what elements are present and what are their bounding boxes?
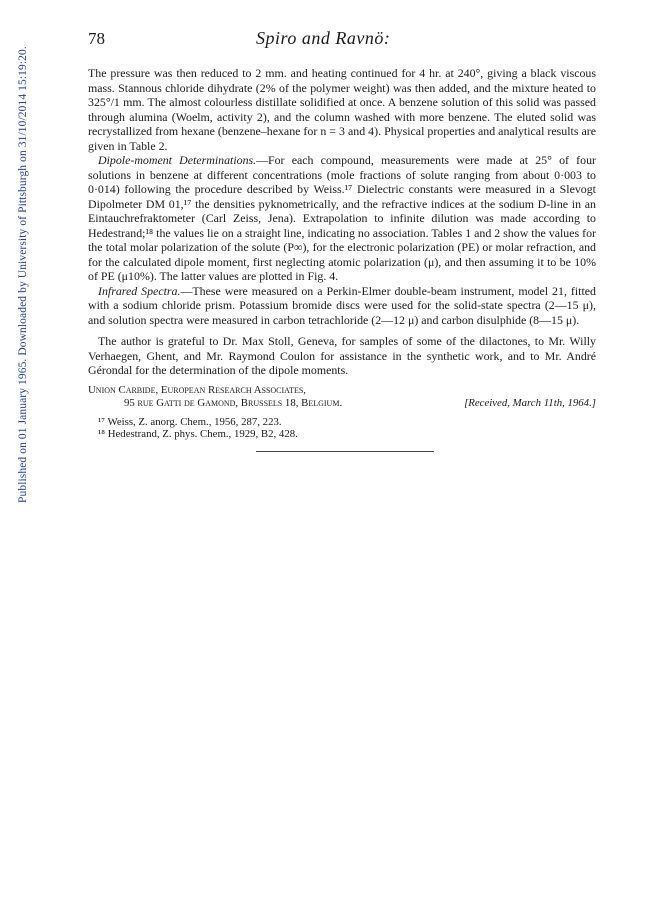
dipole-text: —For each compound, measurements were made at 25° of four solutions in benzene at different concentrations (mole fractions of solute ranging from about 0·003 to 0·014) following the procedure described by Weiss.¹⁷ Dielectric constants were measured in a Slevogt Dipolmeter DM 01,¹⁷ the densities pyknometrically, and the refractive indices at the sodium D-line in an Eintauchrefraktometer (Carl Zeiss, Jena). Extrapolation to infinite dilution was made according to Hedestrand;¹⁸ the values lie on a straight line, indicating no association. Tables 1 and 2 show the values for the total molar polarization of the solute (P∞), for the electronic polarization (PE) or molar refraction, and for the calculated dipole moment, first neglecting atomic polarization (μ), and then assuming it to be 10% of PE (μ10%). The latter values are plotted in Fig. 4. [88, 153, 596, 283]
paragraph-procedure: The pressure was then reduced to 2 mm. and heating continued for 4 hr. at 240°, giving a black viscous mass. Stannous chloride dihydrate (2% of the polymer weight) was then added, and the mixture heated to 325°/1 mm. The almost colourless distillate solidified at once. A benzene solution of this solid was passed through alumina (Woelm, activity 2), and the column washed with more benzene. The eluted solid was recrystallized from hexane (benzene–hexane for n = 3 and 4). Physical properties and analytical results are given in Table 2. [88, 66, 596, 153]
page-number: 78 [88, 29, 105, 48]
acknowledgement: The author is grateful to Dr. Max Stoll, Geneva, for samples of some of the dilactones, to Mr. Willy Verhaegen, Ghent, and Mr. Raymond Coulon for assistance in the synthetic work, and to Mr. André Gérondal for the determination of the dipole moments. [88, 334, 596, 377]
paragraph-infrared [88, 284, 596, 328]
paragraph-dipole [88, 153, 596, 284]
received-date: [Received, March 11th, 1964.] [464, 396, 596, 409]
running-head: Spiro and Ravnö: [256, 28, 391, 48]
end-rule [256, 451, 434, 452]
reference-17: ¹⁷ Weiss, Z. anorg. Chem., 1956, 287, 223. [98, 415, 282, 428]
references [88, 416, 596, 441]
author-address [88, 384, 596, 411]
address-line-2: 95 rue Gatti de Gamond, Brussels 18, Belgium. [124, 397, 343, 409]
reference-18: ¹⁸ Hedestrand, Z. phys. Chem., 1929, B2, 428. [98, 428, 298, 440]
address-line-1: Union Carbide, European Research Associates, [88, 383, 306, 396]
body-column [88, 66, 596, 441]
section-heading-infrared: Infrared Spectra. [98, 283, 181, 298]
section-heading-dipole: Dipole-moment Determinations. [98, 153, 257, 167]
infrared-text: —These were measured on a Perkin-Elmer double-beam instrument, model 21, fitted with a sodium chloride prism. Potassium bromide discs were used for the solid-state spectra (2—15 μ), and solution spectra were measured in carbon tetrachloride (2—12 μ) and carbon disulphide (8—15 μ). [88, 283, 596, 327]
download-watermark: Published on 01 January 1965. Downloaded by University of Pittsburgh on 31/10/2014 15:19:20. [17, 46, 29, 503]
